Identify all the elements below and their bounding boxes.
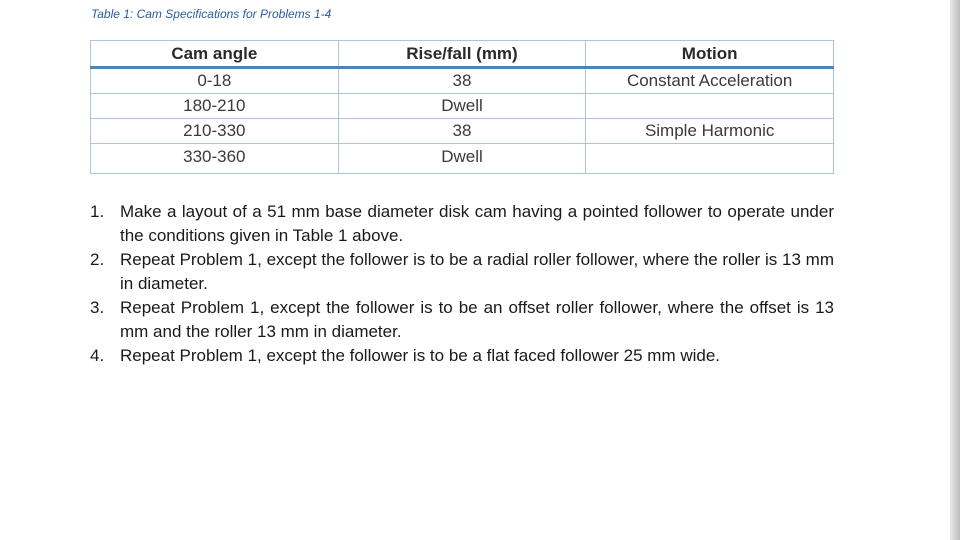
problem-item xyxy=(84,344,834,368)
cell-rise-fall: Dwell xyxy=(338,94,586,119)
page-edge-divider xyxy=(950,0,960,540)
cam-spec-table xyxy=(90,40,834,174)
problem-list xyxy=(84,200,834,368)
problem-text: Repeat Problem 1, except the follower is to be a flat faced follower 25 mm wide. xyxy=(120,346,721,365)
table-row xyxy=(91,68,834,94)
cell-rise-fall: 38 xyxy=(338,119,586,144)
cell-cam-angle: 330-360 xyxy=(91,144,339,174)
cell-motion xyxy=(586,94,834,119)
table-row xyxy=(91,119,834,144)
cell-motion xyxy=(586,144,834,174)
cell-motion: Simple Harmonic xyxy=(586,119,834,144)
cell-rise-fall: Dwell xyxy=(338,144,586,174)
table-row xyxy=(91,144,834,174)
problem-item xyxy=(84,248,834,296)
problem-number: 3. xyxy=(90,298,105,317)
header-motion: Motion xyxy=(586,41,834,68)
cell-motion: Constant Acceleration xyxy=(586,68,834,94)
cell-cam-angle: 0-18 xyxy=(91,68,339,94)
problem-number: 4. xyxy=(90,346,105,365)
header-cam-angle: Cam angle xyxy=(91,41,339,68)
problem-text: Make a layout of a 51 mm base diameter disk cam having a pointed follower to operate under the conditions given in Table 1 above. xyxy=(120,202,834,245)
cell-cam-angle: 180-210 xyxy=(91,94,339,119)
problem-text: Repeat Problem 1, except the follower is to be an offset roller follower, where the offset is 13 mm and the roller 13 mm in diameter. xyxy=(120,298,834,341)
problem-item xyxy=(84,296,834,344)
problem-number: 2. xyxy=(90,250,105,269)
table-caption: Table 1: Cam Specifications for Problems 1-4 xyxy=(91,7,332,21)
cell-cam-angle: 210-330 xyxy=(91,119,339,144)
problem-text: Repeat Problem 1, except the follower is to be a radial roller follower, where the roller is 13 mm in diameter. xyxy=(120,250,834,293)
cell-rise-fall: 38 xyxy=(338,68,586,94)
problem-number: 1. xyxy=(90,202,105,221)
problem-item xyxy=(84,200,834,248)
table-row xyxy=(91,94,834,119)
table-header-row xyxy=(91,41,834,68)
header-rise-fall: Rise/fall (mm) xyxy=(338,41,586,68)
